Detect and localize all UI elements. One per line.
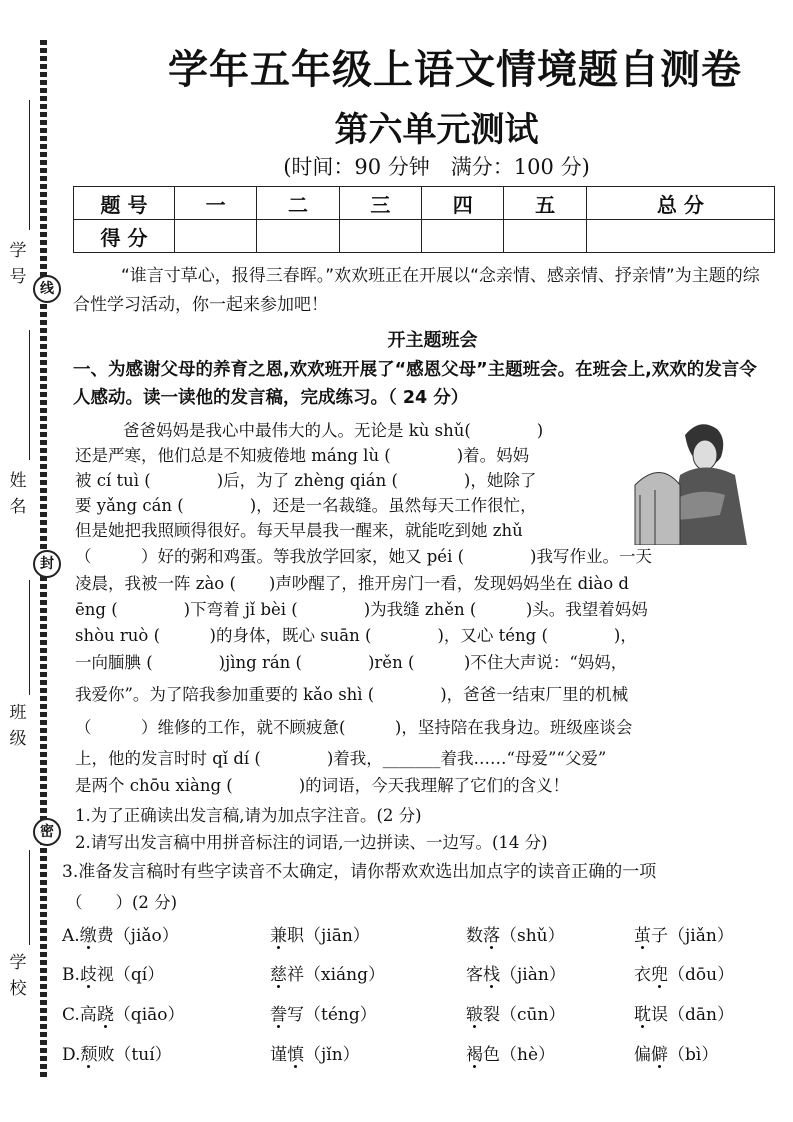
passage-line-4: 要 yǎng cán ( )，还是一名裁缝。虽然每天工作很忙， — [75, 496, 537, 515]
option-b-item-1: B.歧视（qí） — [62, 965, 165, 985]
passage-line-3: 被 cí tuì ( )后，为了 zhèng qián ( )，她除了 — [75, 471, 537, 490]
option-c-item-3: 皲裂（cūn） — [466, 1005, 566, 1025]
sub-question-3: 3.准备发言稿时有些字读音不太确定，请你帮欢欢选出加点字的读音正确的一项 — [62, 862, 657, 882]
margin-label-name: 姓名 — [9, 471, 27, 517]
option-c-item-1: C.高跷（qiāo） — [62, 1005, 185, 1025]
margin-blank-student-number — [29, 100, 30, 230]
section-title: 开主题班会 — [387, 330, 478, 351]
passage-line-6: （ ）好的粥和鸡蛋。等我放学回家，她又 péi ( )我写作业。一天 — [75, 547, 652, 566]
column-1: 一 — [175, 187, 257, 220]
score-cell-1[interactable] — [175, 220, 257, 253]
margin-label-class: 班级 — [9, 703, 27, 749]
passage-line-2: 还是严寒，他们总是不知疲倦地 máng lù ( )着。妈妈 — [75, 446, 530, 465]
score-table — [73, 186, 775, 253]
score-table-score-row — [74, 220, 775, 253]
passage-line-1: 爸爸妈妈是我心中最伟大的人。无论是 kù shǔ( ) — [123, 421, 544, 440]
margin-blank-name — [29, 330, 30, 460]
option-a-item-3: 数落（shǔ） — [466, 926, 565, 946]
sub-question-2: 2.请写出发言稿中用拼音标注的词语,一边拼读、一边写。(14 分) — [75, 833, 548, 852]
dotted-character: 誊 — [270, 1005, 287, 1025]
dotted-character: 兼 — [270, 926, 287, 946]
passage-line-11: 我爱你”。为了陪我参加重要的 kǎo shì ( )，爸爸一结束厂里的机械 — [75, 685, 629, 704]
time-info: (时间：90 分钟 满分：100 分) — [283, 155, 590, 179]
dotted-character: 皲 — [466, 1005, 483, 1025]
option-d-item-1: D.颓败（tuí） — [62, 1045, 172, 1065]
margin-blank-class — [29, 580, 30, 695]
passage-line-8: ēng ( )下弯着 jǐ bèi ( )为我缝 zhěn ( )头。我望着妈妈 — [75, 600, 648, 619]
option-a-item-2: 兼职（jiān） — [270, 926, 370, 946]
option-d-item-2: 谨慎（jǐn） — [270, 1045, 360, 1065]
passage-line-13: 上，他的发言时时 qǐ dí ( )着我，_______着我……“母爱”“父爱” — [75, 749, 607, 768]
seal-seal: 封 — [33, 550, 61, 578]
dotted-character: 跷 — [96, 1005, 114, 1025]
score-cell-2[interactable] — [257, 220, 339, 253]
dotted-character: 茧 — [634, 926, 651, 946]
passage-line-12: （ ）维修的工作，就不顾疲惫( )，坚持陪在我身边。班级座谈会 — [75, 718, 633, 737]
score-table-header-row — [74, 187, 775, 220]
mother-sewing-illustration — [625, 415, 775, 545]
option-c-item-4: 耽误（dān） — [634, 1005, 734, 1025]
option-d-item-4: 偏僻（bì） — [634, 1045, 719, 1065]
dotted-character: 栈 — [483, 965, 500, 985]
intro-paragraph: “谁言寸草心，报得三春晖。”欢欢班正在开展以“念亲情、感亲情、抒亲情”为主题的综合性学习活动，你一起来参加吧！ — [73, 266, 760, 315]
option-b-item-4: 衣兜（dōu） — [634, 965, 735, 985]
passage-line-7: 凌晨，我被一阵 zào ( )声吵醒了，推开房门一看，发现妈妈坐在 diào d — [75, 574, 629, 593]
sub-question-1: 1.为了正确读出发言稿,请为加点字注音。(2 分) — [75, 806, 422, 825]
margin-label-school: 学校 — [9, 953, 27, 999]
column-4: 四 — [422, 187, 504, 220]
row-header-score: 得 分 — [74, 220, 175, 253]
dotted-character: 慈 — [270, 965, 287, 985]
column-total: 总 分 — [586, 187, 774, 220]
seal-line: 线 — [33, 275, 61, 303]
dotted-character: 缴 — [79, 926, 97, 946]
option-b-item-3: 客栈（jiàn） — [466, 965, 566, 985]
score-cell-4[interactable] — [422, 220, 504, 253]
passage-line-10: 一向腼腆 ( )jìng rán ( )rěn ( )不住大声说：“妈妈， — [75, 653, 628, 672]
dotted-character: 歧 — [79, 965, 97, 985]
option-c-item-2: 誊写（téng） — [270, 1005, 377, 1025]
option-b-item-2: 慈祥（xiáng） — [270, 965, 385, 985]
column-3: 三 — [339, 187, 421, 220]
page-title: 学年五年级上语文情境题自测卷 — [168, 47, 742, 93]
option-a-item-4: 茧子（jiǎn） — [634, 926, 734, 946]
row-header-question-number: 题 号 — [74, 187, 175, 220]
margin-blank-school — [29, 850, 30, 945]
margin-label-student-number: 学号 — [9, 241, 27, 287]
dotted-character: 颓 — [80, 1045, 98, 1065]
score-cell-3[interactable] — [339, 220, 421, 253]
score-cell-total[interactable] — [586, 220, 774, 253]
question-1-heading: 一、为感谢父母的养育之恩,欢欢班开展了“感恩父母”主题班会。在班会上,欢欢的发言令人感动。读一读他的发言稿，完成练习。（ 24 分） — [73, 360, 757, 408]
passage-line-9: shòu ruò ( )的身体，既心 suān ( )，又心 téng ( )， — [75, 626, 637, 645]
column-5: 五 — [504, 187, 586, 220]
dotted-character: 慎 — [287, 1045, 304, 1065]
dotted-character: 落 — [483, 926, 500, 946]
passage-line-5: 但是她把我照顾得很好。每天早晨我一醒来，就能吃到她 zhǔ — [75, 521, 523, 540]
sub-question-3-answer-blank[interactable]: （ ）(2 分) — [66, 893, 178, 912]
dotted-character: 僻 — [651, 1045, 668, 1065]
option-a-item-1: A.缴费（jiǎo） — [62, 926, 179, 946]
dotted-character: 耽 — [634, 1005, 651, 1025]
score-cell-5[interactable] — [504, 220, 586, 253]
option-d-item-3: 褐色（hè） — [466, 1045, 556, 1065]
seal-secret: 密 — [33, 818, 61, 846]
dotted-character: 兜 — [651, 965, 668, 985]
column-2: 二 — [257, 187, 339, 220]
dotted-character: 褐 — [466, 1045, 483, 1065]
passage-line-14: 是两个 chōu xiàng ( )的词语，今天我理解了它们的含义！ — [75, 776, 570, 795]
page-subtitle: 第六单元测试 — [334, 110, 539, 150]
